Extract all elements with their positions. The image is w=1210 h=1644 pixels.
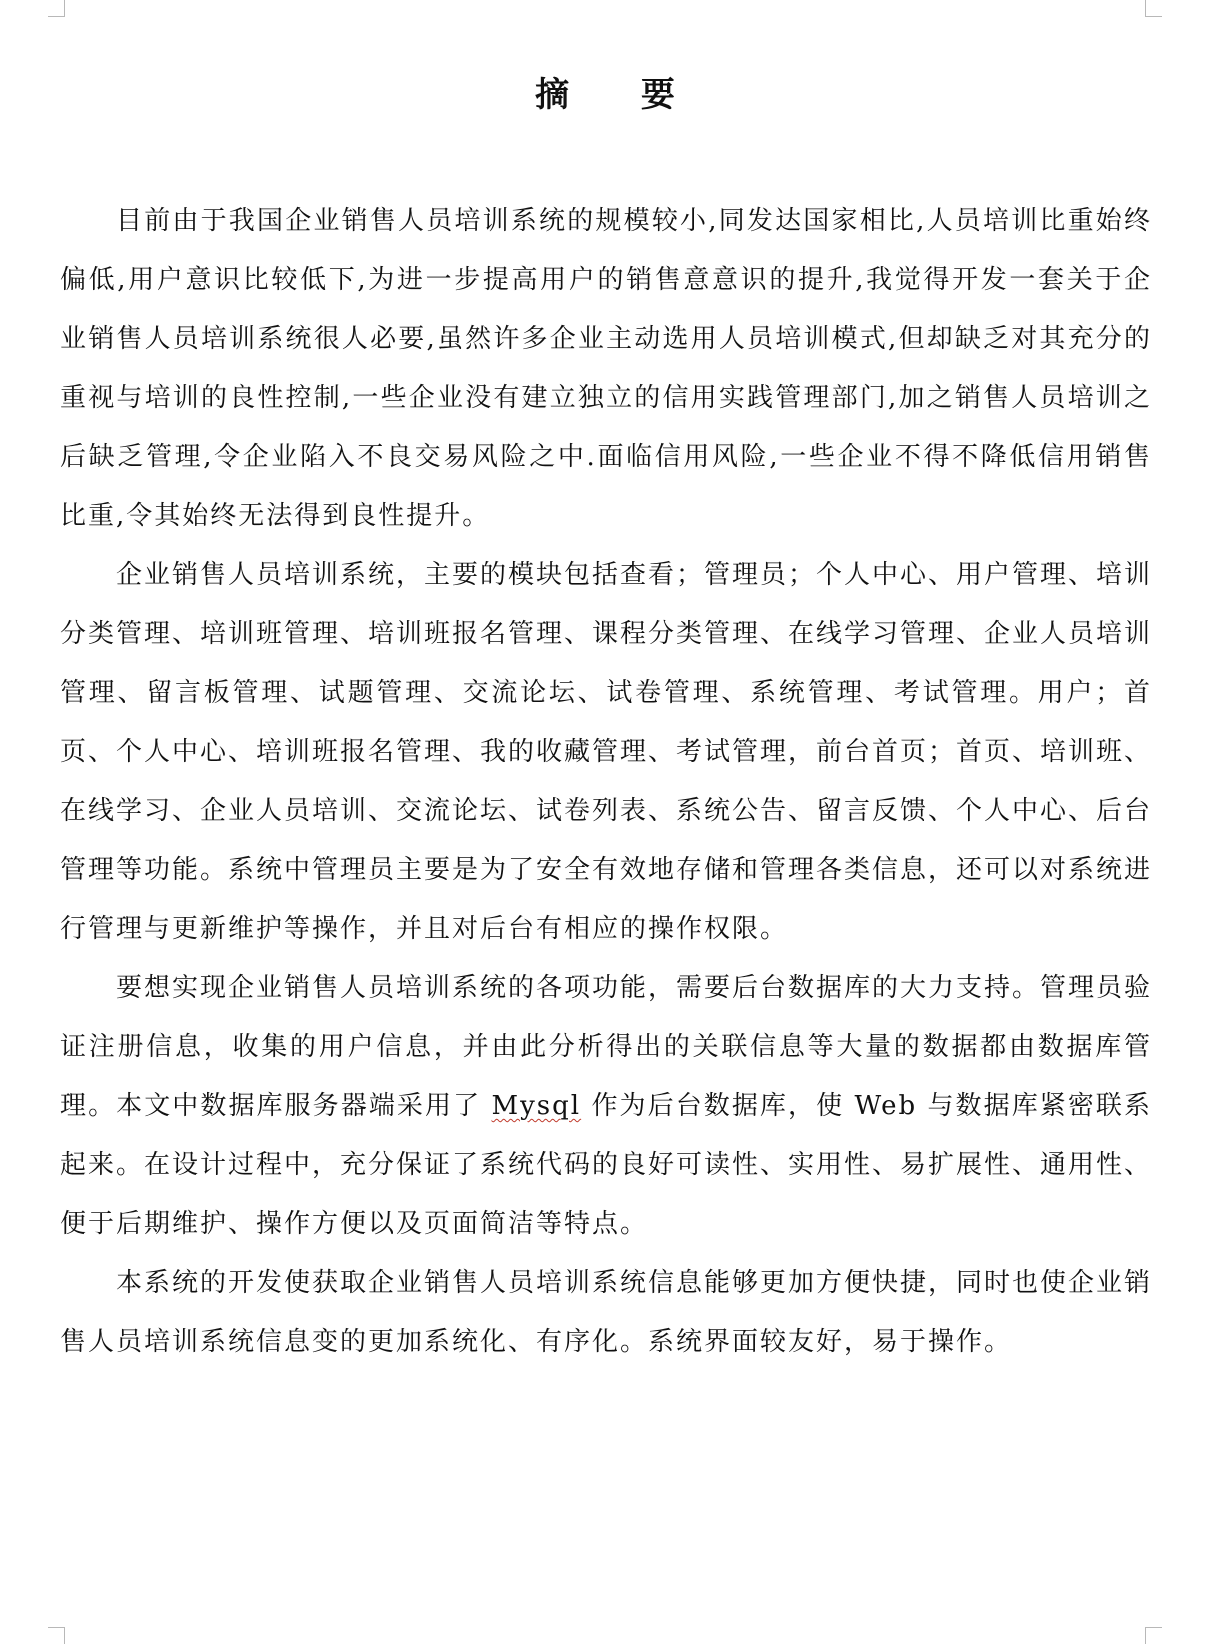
mysql-term: Mysql bbox=[491, 1091, 582, 1121]
abstract-body bbox=[60, 192, 1152, 1372]
crop-mark-bottom-left bbox=[48, 1627, 65, 1644]
crop-mark-top-left bbox=[48, 0, 65, 17]
abstract-paragraph-1: 目前由于我国企业销售人员培训系统的规模较小,同发达国家相比,人员培训比重始终偏低,用户意识比较低下,为进一步提高用户的销售意意识的提升,我觉得开发一套关于企业销售人员培训系统很人必要,虽然许多企业主动选用人员培训模式,但却缺乏对其充分的重视与培训的良性控制,一些企业没有建立独立的信用实践管理部门,加之销售人员培训之后缺乏管理,令企业陷入不良交易风险之中.面临信用风险,一些企业不得不降低信用销售比重,令其始终无法得到良性提升。 bbox=[60, 206, 1152, 531]
crop-mark-top-right bbox=[1145, 0, 1162, 17]
paragraph-3-text-after: 作为后台数据库，使 Web 与数据库紧密联系起来。在设计过程中，充分保证了系统代码的良好可读性、实用性、易扩展性、通用性、便于后期维护、操作方便以及页面简洁等特点。 bbox=[60, 1091, 1153, 1239]
abstract-paragraph-4: 本系统的开发使获取企业销售人员培训系统信息能够更加方便快捷，同时也使企业销售人员培训系统信息变的更加系统化、有序化。系统界面较友好，易于操作。 bbox=[60, 1268, 1153, 1357]
abstract-title: 摘 要 bbox=[535, 75, 705, 115]
paragraph-3-text-before: 要想实现企业销售人员培训系统的各项功能，需要后台数据库的大力支持。管理员验证注册信息，收集的用户信息，并由此分析得出的关联信息等大量的数据都由数据库管理。本文中数据库服务器端采用了 bbox=[60, 973, 1153, 1121]
abstract-paragraph-2: 企业销售人员培训系统，主要的模块包括查看；管理员；个人中心、用户管理、培训分类管理、培训班管理、培训班报名管理、课程分类管理、在线学习管理、企业人员培训管理、留言板管理、试题管理、交流论坛、试卷管理、系统管理、考试管理。用户；首页、个人中心、培训班报名管理、我的收藏管理、考试管理，前台首页；首页、培训班、在线学习、企业人员培训、交流论坛、试卷列表、系统公告、留言反馈、个人中心、后台管理等功能。系统中管理员主要是为了安全有效地存储和管理各类信息，还可以对系统进行管理与更新维护等操作，并且对后台有相应的操作权限。 bbox=[60, 560, 1153, 944]
abstract-paragraph-3 bbox=[60, 959, 1152, 1254]
crop-mark-bottom-right bbox=[1145, 1627, 1162, 1644]
